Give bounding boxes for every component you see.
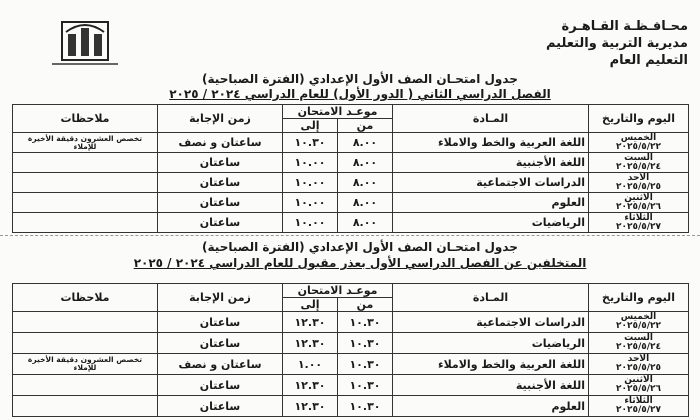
header-to: إلى <box>283 119 338 133</box>
table-row <box>13 133 689 153</box>
table-row <box>13 193 689 213</box>
header-notes: ملاحظات <box>13 105 158 133</box>
to-cell: ١٠.٠٠ <box>283 213 338 233</box>
from-cell: ٨.٠٠ <box>338 213 393 233</box>
note-cell <box>13 375 158 396</box>
to-cell: ١٠.٠٠ <box>283 153 338 173</box>
to-cell: ١٢.٣٠ <box>283 396 338 417</box>
note-cell: تخصص العشرون دقيقة الأخيرة للإملاء <box>13 133 158 153</box>
duration-cell: ساعتان <box>158 375 283 396</box>
header-to: إلى <box>283 298 338 312</box>
note-cell <box>13 193 158 213</box>
header-duration: زمن الإجابة <box>158 284 283 312</box>
duration-cell: ساعتان <box>158 312 283 333</box>
note-cell <box>13 213 158 233</box>
exam2-subtitle: المتخلفين عن الفصل الدراسي الأول بعذر مقبول للعام الدراسي ٢٠٢٤ / ٢٠٢٥ <box>133 256 587 270</box>
to-cell: ١٢.٣٠ <box>283 375 338 396</box>
exam1-schedule-table <box>12 104 689 233</box>
header-from: من <box>338 298 393 312</box>
subject-cell: اللغة العربية والخط والاملاء <box>393 133 589 153</box>
note-cell <box>13 396 158 417</box>
day-date-cell: الخميس ٢٠٢٥/٥/٢٢ <box>589 312 689 333</box>
from-cell: ٨.٠٠ <box>338 153 393 173</box>
header-day-date: اليوم والتاريخ <box>589 284 689 312</box>
subject-cell: الرياضيات <box>393 333 589 354</box>
day-date-cell: الأحد ٢٠٢٥/٥/٢٥ <box>589 354 689 375</box>
table-row <box>13 173 689 193</box>
duration-cell: ساعتان <box>158 193 283 213</box>
duration-cell: ساعتان <box>158 153 283 173</box>
subject-cell: اللغة العربية والخط والاملاء <box>393 354 589 375</box>
subject-cell: الرياضيات <box>393 213 589 233</box>
to-cell: ١٢.٣٠ <box>283 312 338 333</box>
header-subject: المـادة <box>393 105 589 133</box>
table-row <box>13 333 689 354</box>
duration-cell: ساعتان <box>158 173 283 193</box>
exam1-subtitle: الفصل الدراسي الثاني ( الدور الأول) للعام الدراسي ٢٠٢٤ / ٢٠٢٥ <box>169 87 551 101</box>
logo-caption-line <box>52 63 118 65</box>
day-date-cell: الثلاثاء ٢٠٢٥/٥/٢٧ <box>589 213 689 233</box>
from-cell: ١٠.٣٠ <box>338 354 393 375</box>
to-cell: ١.٠٠ <box>283 354 338 375</box>
from-cell: ١٠.٣٠ <box>338 396 393 417</box>
header-duration: زمن الإجابة <box>158 105 283 133</box>
from-cell: ١٠.٣٠ <box>338 312 393 333</box>
from-cell: ١٠.٣٠ <box>338 375 393 396</box>
duration-cell: ساعتان و نصف <box>158 133 283 153</box>
header-exam-time: موعـد الامتحان <box>283 284 393 298</box>
duration-cell: ساعتان <box>158 396 283 417</box>
subject-cell: العلوم <box>393 396 589 417</box>
subject-cell: العلوم <box>393 193 589 213</box>
from-cell: ٨.٠٠ <box>338 173 393 193</box>
to-cell: ١٠.٠٠ <box>283 193 338 213</box>
day-date-cell: السبت ٢٠٢٥/٥/٢٤ <box>589 333 689 354</box>
duration-cell: ساعتان <box>158 213 283 233</box>
table-row <box>13 396 689 417</box>
to-cell: ١٢.٣٠ <box>283 333 338 354</box>
header-from: من <box>338 119 393 133</box>
from-cell: ٨.٠٠ <box>338 193 393 213</box>
issuing-authority <box>388 18 688 69</box>
subject-cell: اللغة الأجنبية <box>393 153 589 173</box>
from-cell: ١٠.٣٠ <box>338 333 393 354</box>
to-cell: ١٠.٠٠ <box>283 173 338 193</box>
table-row <box>13 354 689 375</box>
header-subject: المـادة <box>393 284 589 312</box>
header-notes: ملاحظات <box>13 284 158 312</box>
duration-cell: ساعتان <box>158 333 283 354</box>
directorate-name: مديرية التربية والتعليم <box>545 36 688 51</box>
duration-cell: ساعتان و نصف <box>158 354 283 375</box>
day-date-cell: الاثنين ٢٠٢٥/٥/٢٦ <box>589 375 689 396</box>
section-divider <box>0 235 700 236</box>
day-date-cell: السبت ٢٠٢٥/٥/٢٤ <box>589 153 689 173</box>
day-date-cell: الثلاثاء ٢٠٢٥/٥/٢٧ <box>589 396 689 417</box>
note-cell <box>13 173 158 193</box>
table-row <box>13 153 689 173</box>
exam2-schedule-table <box>12 283 689 417</box>
exam1-title: جدول امتحـان الصف الأول الإعدادي (الفترة الصباحية) <box>202 72 518 86</box>
day-date-cell: الخميس ٢٠٢٥/٥/٢٢ <box>589 133 689 153</box>
table-row <box>13 213 689 233</box>
note-cell <box>13 153 158 173</box>
day-date-cell: الاثنين ٢٠٢٥/٥/٢٦ <box>589 193 689 213</box>
header-day-date: اليوم والتاريخ <box>589 105 689 133</box>
table-row <box>13 312 689 333</box>
note-cell <box>13 312 158 333</box>
header-exam-time: موعـد الامتحان <box>283 105 393 119</box>
subject-cell: الدراسات الاجتماعية <box>393 173 589 193</box>
table-row <box>13 375 689 396</box>
governorate-name: محـافـظـة القـاهـرة <box>561 19 688 34</box>
from-cell: ٨.٠٠ <box>338 133 393 153</box>
day-date-cell: الأحد ٢٠٢٥/٥/٢٥ <box>589 173 689 193</box>
note-cell <box>13 333 158 354</box>
note-cell: تخصص العشرون دقيقة الأخيرة للإملاء <box>13 354 158 375</box>
subject-cell: الدراسات الاجتماعية <box>393 312 589 333</box>
exam2-title: جدول امتحـان الصف الأول الإعدادي (الفترة الصباحية) <box>202 240 518 254</box>
department-name: التعليم العام <box>609 53 688 68</box>
subject-cell: اللغة الأجنبية <box>393 375 589 396</box>
to-cell: ١٠.٣٠ <box>283 133 338 153</box>
directorate-logo <box>60 18 110 64</box>
